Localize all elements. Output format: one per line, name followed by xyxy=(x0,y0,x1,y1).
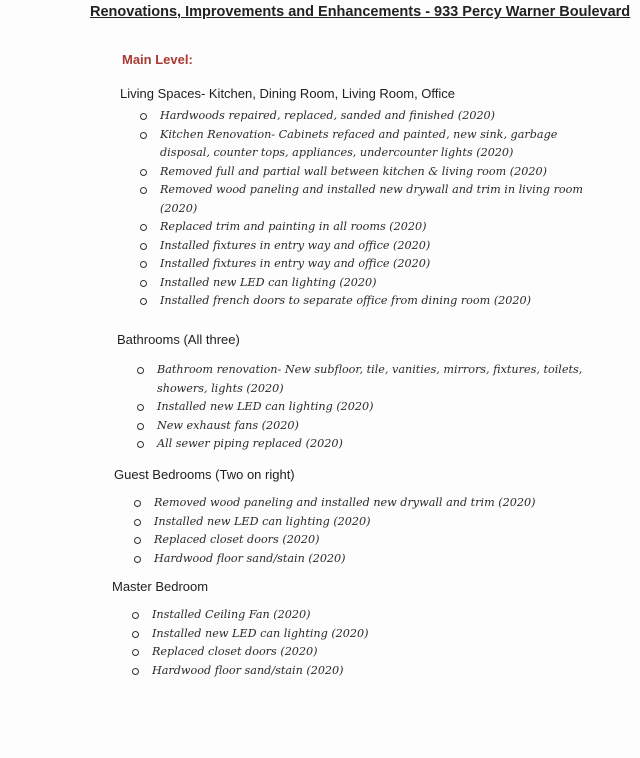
list-item: Replaced closet doors (2020) xyxy=(134,531,589,550)
bullet-icon xyxy=(140,243,147,250)
master-bedroom-list xyxy=(132,606,587,680)
bullet-icon xyxy=(137,423,144,430)
bullet-icon xyxy=(140,224,147,231)
document-title: Renovations, Improvements and Enhancements - 933 Percy Warner Boulevard xyxy=(90,4,631,20)
list-item: Installed new LED can lighting (2020) xyxy=(132,625,587,644)
bullet-icon xyxy=(140,113,147,120)
list-item: Hardwood floor sand/stain (2020) xyxy=(132,662,587,681)
list-item: Hardwoods repaired, replaced, sanded and finished (2020) xyxy=(140,107,595,126)
bullet-icon xyxy=(137,404,144,411)
bullet-icon xyxy=(140,169,147,176)
list-item: Installed fixtures in entry way and office (2020) xyxy=(140,237,595,256)
list-item: Installed fixtures in entry way and office (2020) xyxy=(140,255,595,274)
bullet-icon xyxy=(132,612,139,619)
list-item: Hardwood floor sand/stain (2020) xyxy=(134,550,589,569)
list-item: Installed new LED can lighting (2020) xyxy=(134,513,589,532)
level-label: Main Level: xyxy=(122,52,193,67)
bullet-icon xyxy=(137,441,144,448)
section-heading-guest-bedrooms: Guest Bedrooms (Two on right) xyxy=(114,467,295,482)
living-spaces-list xyxy=(140,107,595,311)
bullet-icon xyxy=(132,649,139,656)
guest-bedrooms-list xyxy=(134,494,589,568)
bullet-icon xyxy=(137,367,144,374)
bullet-icon xyxy=(132,631,139,638)
list-item: Replaced closet doors (2020) xyxy=(132,643,587,662)
list-item: Bathroom renovation- New subfloor, tile, vanities, mirrors, fixtures, toilets, showers, lights (2020) xyxy=(137,361,592,398)
section-heading-living-spaces: Living Spaces- Kitchen, Dining Room, Living Room, Office xyxy=(120,86,456,101)
bullet-icon xyxy=(140,132,147,139)
list-item: Removed wood paneling and installed new drywall and trim in living room (2020) xyxy=(140,181,595,218)
list-item: Installed new LED can lighting (2020) xyxy=(140,274,595,293)
list-item: Removed wood paneling and installed new drywall and trim (2020) xyxy=(134,494,589,513)
bullet-icon xyxy=(140,187,147,194)
list-item: New exhaust fans (2020) xyxy=(137,417,592,436)
bullet-icon xyxy=(140,261,147,268)
list-item: Removed full and partial wall between kitchen & living room (2020) xyxy=(140,163,595,182)
list-item: Installed new LED can lighting (2020) xyxy=(137,398,592,417)
section-heading-master-bedroom: Master Bedroom xyxy=(112,579,209,594)
bullet-icon xyxy=(134,519,141,526)
list-item: Kitchen Renovation- Cabinets refaced and painted, new sink, garbage disposal, counter tops, appliances, undercounter lights (2020) xyxy=(140,126,595,163)
bullet-icon xyxy=(132,668,139,675)
list-item: Installed french doors to separate office from dining room (2020) xyxy=(140,292,595,311)
list-item: Replaced trim and painting in all rooms (2020) xyxy=(140,218,595,237)
section-heading-bathrooms: Bathrooms (All three) xyxy=(117,332,240,347)
bullet-icon xyxy=(140,298,147,305)
bullet-icon xyxy=(134,556,141,563)
bullet-icon xyxy=(134,537,141,544)
list-item: Installed Ceiling Fan (2020) xyxy=(132,606,587,625)
list-item: All sewer piping replaced (2020) xyxy=(137,435,592,454)
bathrooms-list xyxy=(137,361,592,454)
bullet-icon xyxy=(140,280,147,287)
bullet-icon xyxy=(134,500,141,507)
